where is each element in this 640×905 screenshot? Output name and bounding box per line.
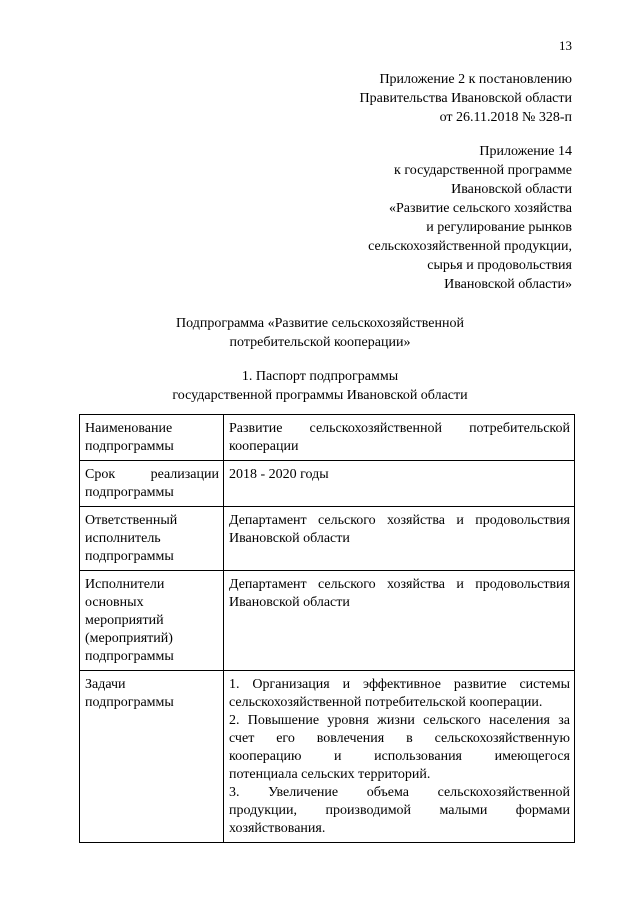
value-line: Развитие сельскохозяйственной потребительской [229,421,570,436]
appendix-14-line: Ивановской области» [444,277,572,292]
appendix-2-line: Правительства Ивановской области [359,91,572,106]
label-line: подпрограммы [85,695,174,710]
subprogram-title [0,314,640,352]
appendix-14-line: «Развитие сельского хозяйства [388,201,572,216]
value-line: сельскохозяйственной потребительской кооперации. [229,695,543,710]
value-line: Департамент сельского хозяйства и продовольствия [229,577,570,592]
label-line: Исполнители [85,577,165,592]
label-line: подпрограммы [85,439,174,454]
value-line: 2. Повышение уровня жизни сельского населения за [229,713,570,728]
appendix-14-line: Ивановской области [451,182,572,197]
label-line: Задачи [85,677,126,692]
subprogram-title-line: Подпрограмма «Развитие сельскохозяйственной [176,316,464,331]
value-line: потенциала сельских территорий. [229,767,431,782]
value-line: хозяйствования. [229,821,326,836]
label-line: подпрограммы [85,649,174,664]
value-line: кооперацию и использования имеющегося [229,749,570,764]
appendix-14-line: сельскохозяйственной продукции, [368,239,572,254]
row-value [224,507,575,571]
row-label [80,415,224,461]
appendix-2-line: Приложение 2 к постановлению [379,72,572,87]
value-line: Ивановской области [229,595,350,610]
row-label [80,671,224,843]
label-line: подпрограммы [85,485,174,500]
subprogram-title-line: потребительской кооперации» [229,335,411,350]
label-line: подпрограммы [85,549,174,564]
label-line: мероприятий [85,613,164,628]
passport-heading [0,367,640,405]
page-number: 13 [559,38,572,53]
appendix-14-header [368,142,572,294]
row-value [224,571,575,671]
row-value [224,671,575,843]
table-row [80,571,575,671]
row-value [224,461,575,507]
table-row [80,461,575,507]
table-row [80,507,575,571]
label-line: Срок реализации [85,467,219,482]
value-line: Департамент сельского хозяйства и продовольствия [229,513,570,528]
label-line: исполнитель [85,531,161,546]
value-line: Ивановской области [229,531,350,546]
appendix-14-line: к государственной программе [394,163,572,178]
value-line: 2018 - 2020 годы [229,467,329,482]
value-line: 3. Увеличение объема сельскохозяйственной [229,785,570,800]
passport-table [79,414,575,843]
table-row [80,671,575,843]
appendix-2-header [360,70,572,127]
appendix-14-line: Приложение 14 [479,144,572,159]
appendix-14-line: и регулирование рынков [426,220,572,235]
value-line: кооперации [229,439,299,454]
appendix-2-line: от 26.11.2018 № 328-п [439,110,572,125]
passport-heading-line: 1. Паспорт подпрограммы [241,369,399,384]
table-row [80,415,575,461]
appendix-14-line: сырья и продовольствия [427,258,572,273]
label-line: основных [85,595,144,610]
value-line: счет его вовлечения в сельскохозяйственную [229,731,570,746]
row-value [224,415,575,461]
row-label [80,571,224,671]
label-line: Ответственный [85,513,178,528]
passport-heading-line: государственной программы Ивановской области [172,388,468,403]
row-label [80,507,224,571]
label-line: (мероприятий) [85,631,173,646]
label-line: Наименование [85,421,173,436]
row-label [80,461,224,507]
value-line: 1. Организация и эффективное развитие системы [229,677,570,692]
value-line: продукции, производимой малыми формами [229,803,570,818]
